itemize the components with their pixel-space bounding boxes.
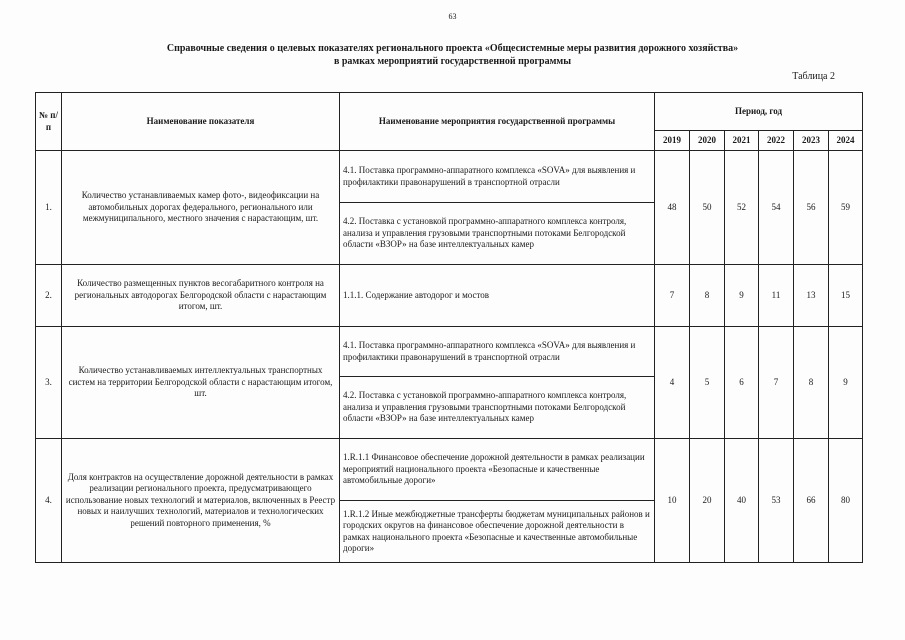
row-measure: 1.R.1.1 Финансовое обеспечение дорожной деятельности в рамках реализации мероприятий национального проекта «Безопасные и качественные автомобильные дороги» xyxy=(340,439,655,501)
table-row xyxy=(36,327,863,377)
row-value: 6 xyxy=(725,327,759,439)
row-value: 20 xyxy=(690,439,725,563)
row-indicator: Количество устанавливаемых интеллектуальных транспортных систем на территории Белгородской области с нарастающим итогом, шт. xyxy=(62,327,340,439)
row-indicator: Количество устанавливаемых камер фото-, видеофиксации на автомобильных дорогах федерального, регионального или межмуниципального, местного значения с нарастающим, шт. xyxy=(62,151,340,265)
row-value: 9 xyxy=(725,265,759,327)
row-value: 53 xyxy=(759,439,794,563)
row-indicator: Доля контрактов на осуществление дорожной деятельности в рамках реализации регионального проекта, предусматривающего использование новых технологий и материалов, включенных в Реестр новых и наилучших технологий, материалов и технологических решений повторного применения, % xyxy=(62,439,340,563)
row-indicator: Количество размещенных пунктов весогабаритного контроля на региональных автодорогах Белгородской области с нарастающим итогом, шт. xyxy=(62,265,340,327)
row-value: 13 xyxy=(794,265,829,327)
document-title xyxy=(40,42,865,68)
header-year: 2020 xyxy=(690,131,725,151)
header-indicator: Наименование показателя xyxy=(62,93,340,151)
row-value: 40 xyxy=(725,439,759,563)
table-row xyxy=(36,439,863,501)
row-value: 59 xyxy=(829,151,863,265)
header-year: 2021 xyxy=(725,131,759,151)
row-num: 4. xyxy=(36,439,62,563)
title-line-2: в рамках мероприятий государственной программы xyxy=(333,56,572,67)
title-line-1: Справочные сведения о целевых показателях регионального проекта «Общесистемные меры развития дорожного хозяйства» xyxy=(166,43,739,54)
row-value: 8 xyxy=(690,265,725,327)
indicators-table xyxy=(35,92,863,563)
row-value: 10 xyxy=(655,439,690,563)
row-measure: 4.1. Поставка программно-аппаратного комплекса «SOVA» для выявления и профилактики правонарушений в транспортной отрасли xyxy=(340,151,655,203)
page-number: 63 xyxy=(448,12,457,21)
row-measure: 1.1.1. Содержание автодорог и мостов xyxy=(340,265,655,327)
row-value: 7 xyxy=(759,327,794,439)
header-measure: Наименование мероприятия государственной программы xyxy=(340,93,655,151)
row-measure: 4.1. Поставка программно-аппаратного комплекса «SOVA» для выявления и профилактики правонарушений в транспортной отрасли xyxy=(340,327,655,377)
row-num: 2. xyxy=(36,265,62,327)
row-num: 1. xyxy=(36,151,62,265)
row-measure: 4.2. Поставка с установкой программно-аппаратного комплекса контроля, анализа и управления грузовыми транспортными потоками Белгородской области «ВЗОР» на базе интеллектуальных камер xyxy=(340,203,655,265)
row-value: 66 xyxy=(794,439,829,563)
row-value: 80 xyxy=(829,439,863,563)
row-measure: 4.2. Поставка с установкой программно-аппаратного комплекса контроля, анализа и управления грузовыми транспортными потоками Белгородской области «ВЗОР» на базе интеллектуальных камер xyxy=(340,377,655,439)
header-num: № п/п xyxy=(36,93,62,151)
row-value: 48 xyxy=(655,151,690,265)
row-value: 56 xyxy=(794,151,829,265)
header-period: Период, год xyxy=(655,93,863,131)
row-value: 9 xyxy=(829,327,863,439)
row-measure: 1.R.1.2 Иные межбюджетные трансферты бюджетам муниципальных районов и городских округов на финансовое обеспечение дорожной деятельности в рамках национального проекта «Безопасные и качественные автомобильные дороги» xyxy=(340,501,655,563)
header-year: 2019 xyxy=(655,131,690,151)
row-value: 7 xyxy=(655,265,690,327)
header-year: 2023 xyxy=(794,131,829,151)
table-row xyxy=(36,151,863,203)
header-year: 2024 xyxy=(829,131,863,151)
row-value: 54 xyxy=(759,151,794,265)
row-value: 4 xyxy=(655,327,690,439)
row-num: 3. xyxy=(36,327,62,439)
row-value: 50 xyxy=(690,151,725,265)
row-value: 11 xyxy=(759,265,794,327)
table-row xyxy=(36,265,863,327)
header-year: 2022 xyxy=(759,131,794,151)
row-value: 15 xyxy=(829,265,863,327)
row-value: 8 xyxy=(794,327,829,439)
table-label: Таблица 2 xyxy=(792,71,835,82)
row-value: 52 xyxy=(725,151,759,265)
row-value: 5 xyxy=(690,327,725,439)
